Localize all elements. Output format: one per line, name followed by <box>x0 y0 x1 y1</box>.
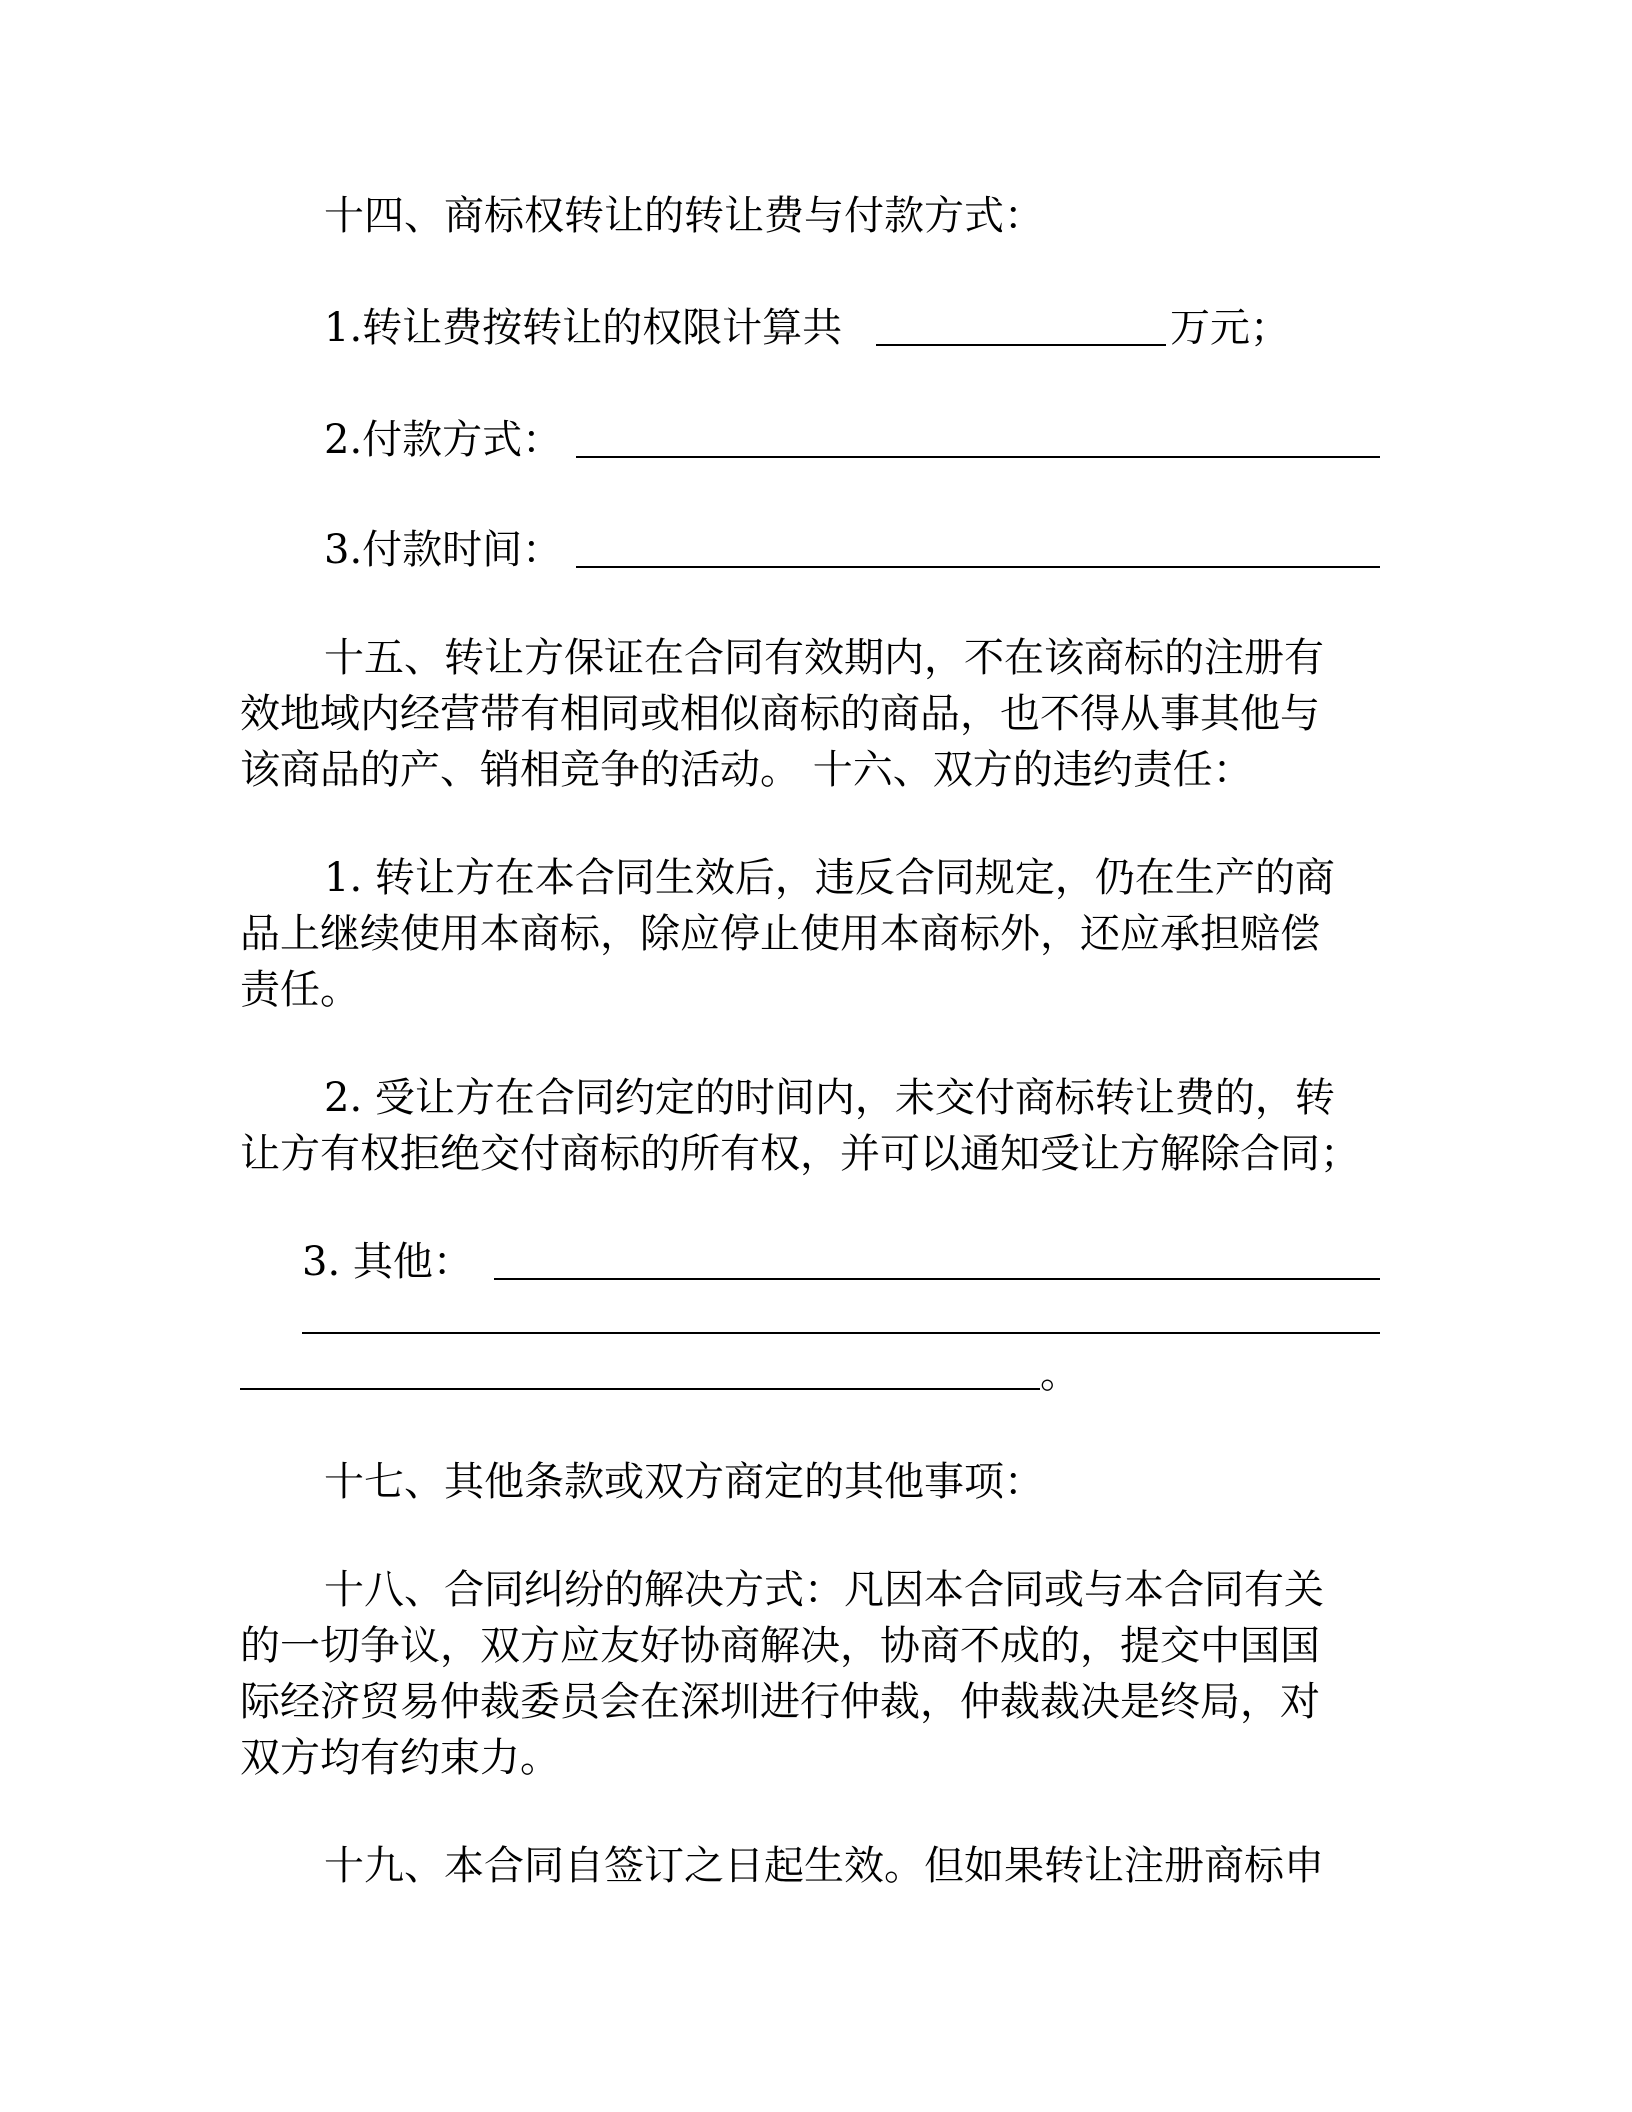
payment-method-blank <box>576 456 1380 458</box>
section-14-item-1-prefix: 1.转让费按转让的权限计算共 <box>324 305 843 351</box>
other-blank-2 <box>302 1332 1380 1334</box>
section-15-line-3: 该商品的产、销相竞争的活动。 十六、双方的违约责任： <box>240 747 1253 793</box>
section-14-item-1-suffix: 万元； <box>1170 305 1290 351</box>
section-18-line-3: 际经济贸易仲裁委员会在深圳进行仲裁，仲裁裁决是终局，对 <box>240 1679 1320 1725</box>
other-blank-1 <box>494 1278 1380 1280</box>
section-16-item-2-line-1: 2. 受让方在合同约定的时间内，未交付商标转让费的，转 <box>324 1075 1335 1121</box>
section-15-line-2: 效地域内经营带有相同或相似商标的商品，也不得从事其他与 <box>240 691 1320 737</box>
other-blank-3 <box>240 1388 1040 1390</box>
section-18-line-4: 双方均有约束力。 <box>240 1735 560 1781</box>
section-15-line-1: 十五、转让方保证在合同有效期内，不在该商标的注册有 <box>324 635 1324 681</box>
section-16-item-3-end: 。 <box>1040 1351 1080 1397</box>
section-19-line-1: 十九、本合同自签订之日起生效。但如果转让注册商标申 <box>324 1843 1324 1889</box>
section-16-item-1-line-3: 责任。 <box>240 967 360 1013</box>
section-16-item-2-line-2: 让方有权拒绝交付商标的所有权，并可以通知受让方解除合同； <box>240 1131 1360 1177</box>
section-18-line-2: 的一切争议，双方应友好协商解决，协商不成的，提交中国国 <box>240 1623 1320 1669</box>
section-16-item-1-line-1: 1. 转让方在本合同生效后，违反合同规定，仍在生产的商 <box>324 855 1335 901</box>
section-17-heading: 十七、其他条款或双方商定的其他事项： <box>324 1459 1044 1505</box>
section-14-item-3: 3.付款时间： <box>324 527 563 573</box>
section-14-heading: 十四、商标权转让的转让费与付款方式： <box>324 193 1044 239</box>
section-16-item-3-label: 3. 其他： <box>302 1239 473 1285</box>
section-18-line-1: 十八、合同纠纷的解决方式：凡因本合同或与本合同有关 <box>324 1567 1324 1613</box>
section-14-item-2: 2.付款方式： <box>324 417 563 463</box>
payment-time-blank <box>576 566 1380 568</box>
transfer-fee-blank <box>876 344 1166 346</box>
section-16-item-1-line-2: 品上继续使用本商标，除应停止使用本商标外，还应承担赔偿 <box>240 911 1320 957</box>
